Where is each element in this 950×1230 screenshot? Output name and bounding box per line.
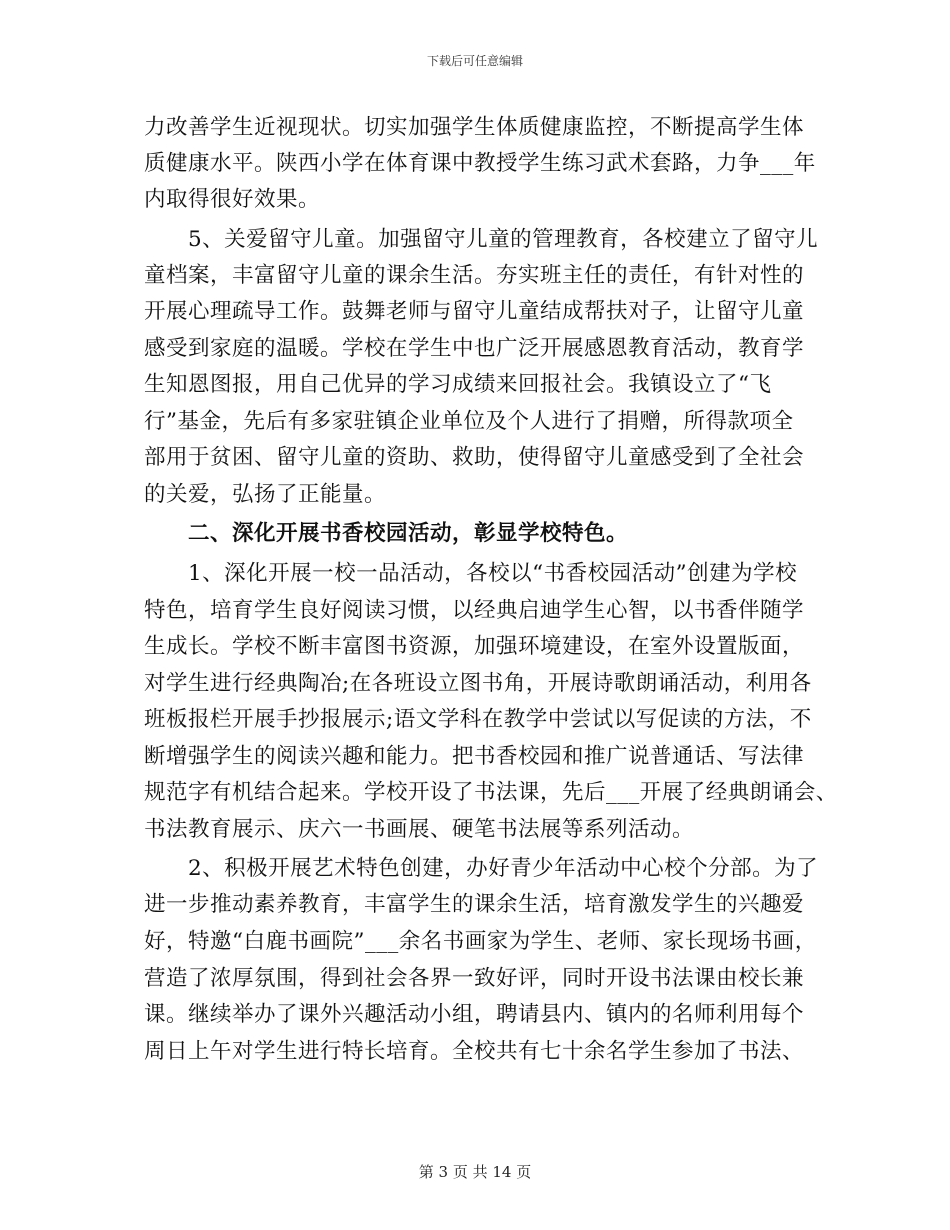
body-line: 部用于贫困、留守儿童的资助、救助，使得留守儿童感受到了全社会 [144,445,805,470]
body-line: 生成长。学校不断丰富图书资源，加强环境建设，在室外设置版面， [144,634,805,659]
body-line: 规范字有机结合起来。学校开设了书法课，先后___开展了经典朗诵会、 [144,780,838,805]
body-line: 对学生进行经典陶冶;在各班设立图书角，开展诗歌朗诵活动，利用各 [144,671,812,696]
paragraph-first-line: 2、积极开展艺术特色创建，办好青少年活动中心校个分部。为了 [188,856,819,881]
paragraph-first-line: 5、关爱留守儿童。加强留守儿童的管理教育，各校建立了留守儿 [188,227,819,252]
body-line: 周日上午对学生进行特长培育。全校共有七十余名学生参加了书法、 [144,1039,805,1064]
body-line: 质健康水平。陕西小学在体育课中教授学生练习武术套路，力争___年 [144,151,816,176]
body-line: 生知恩图报，用自己优异的学习成绩来回报社会。我镇设立了“飞 [144,372,772,397]
body-line: 课。继续举办了课外兴趣活动小组，聘请县内、镇内的名师利用每个 [144,1002,805,1027]
body-line: 感受到家庭的温暖。学校在学生中也广泛开展感恩教育活动，教育学 [144,336,805,361]
body-line: 营造了浓厚氛围，得到社会各界一致好评，同时开设书法课由校长兼 [144,966,805,991]
body-line: 童档案，丰富留守儿童的课余生活。夯实班主任的责任，有针对性的 [144,263,805,288]
body-line: 断增强学生的阅读兴趣和能力。把书香校园和推广说普通话、写法律 [144,744,805,769]
body-line: 进一步推动素养教育，丰富学生的课余生活，培育激发学生的兴趣爱 [144,892,805,917]
section-heading: 二、深化开展书香校园活动，彰显学校特色。 [188,521,629,546]
paragraph-first-line: 1、深化开展一校一品活动，各校以“书香校园活动”创建为学校 [188,561,798,586]
body-line: 行”基金，先后有多家驻镇企业单位及个人进行了捐赠，所得款项全 [144,409,794,434]
body-line: 特色，培育学生良好阅读习惯，以经典启迪学生心智，以书香伴随学 [144,598,805,623]
body-line: 开展心理疏导工作。鼓舞老师与留守儿童结成帮扶对子，让留守儿童 [144,299,805,324]
page-header-note: 下载后可任意编辑 [426,54,523,68]
body-line: 的关爱，弘扬了正能量。 [144,482,387,507]
body-line: 书法教育展示、庆六一书画展、硬笔书法展等系列活动。 [144,817,695,842]
body-line: 好，特邀“白鹿书画院”___余名书画家为学生、老师、家长现场书画， [144,929,817,954]
body-line: 班板报栏开展手抄报展示;语文学科在教学中尝试以写促读的方法，不 [144,707,812,732]
page-number-footer: 第 3 页 共 14 页 [418,1163,532,1181]
body-line: 内取得很好效果。 [144,187,321,212]
body-line: 力改善学生近视现状。切实加强学生体质健康监控，不断提高学生体 [144,115,805,140]
